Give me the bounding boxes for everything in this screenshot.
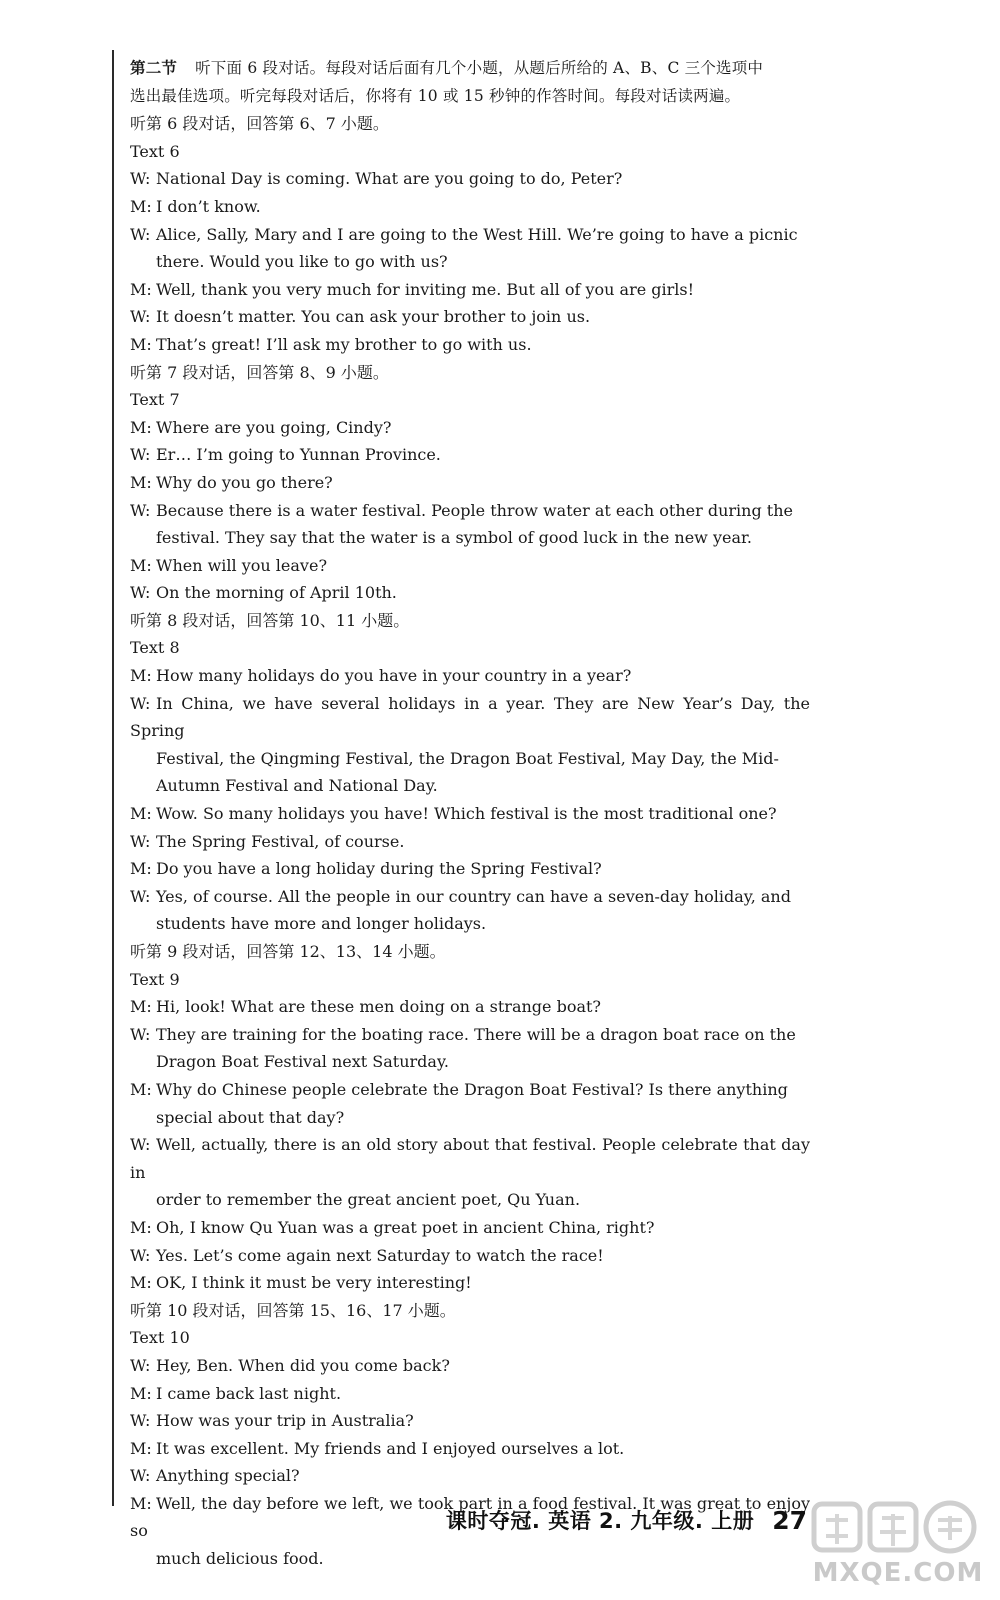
dialogue-line (130, 1435, 810, 1463)
dialogue-text: How was your trip in Australia? (156, 1411, 414, 1431)
dialogue-text: When will you leave? (156, 555, 328, 575)
text-title: Text 8 (130, 638, 180, 658)
speaker-label: M: (130, 859, 152, 879)
dialogue-line-continuation (130, 772, 810, 800)
speaker-label: W: (130, 1411, 151, 1431)
dialogue-text: Well, the day before we left, we took part in a food festival. It was great to enjoy so (130, 1493, 810, 1541)
speaker-label: M: (130, 334, 152, 354)
dialogue-line (130, 1462, 810, 1490)
dialogue-line (130, 690, 810, 745)
dialogue-text: Do you have a long holiday during the Spring Festival? (156, 859, 602, 879)
speaker-label: W: (130, 1466, 151, 1486)
speaker-label: W: (130, 693, 151, 713)
dialogue-text: Oh, I know Qu Yuan was a great poet in ancient China, right? (156, 1217, 655, 1237)
speaker-label: M: (130, 1493, 152, 1513)
dialogue-texts (130, 110, 810, 1572)
dialogue-line (130, 855, 810, 883)
dialogue-line (130, 1269, 810, 1297)
dialogue-text: Why do you go there? (156, 472, 333, 492)
dialogue-text: I came back last night. (156, 1383, 342, 1403)
dialogue-line-continuation (130, 1545, 810, 1573)
dialogue-text: Hi, look! What are these men doing on a strange boat? (156, 997, 602, 1017)
dialogue-text: there. Would you like to go with us? (156, 252, 448, 272)
dialogue-line (130, 883, 810, 911)
dialogue-text: festival. They say that the water is a symbol of good luck in the new year. (156, 528, 752, 548)
dialogue-line-continuation (130, 248, 810, 276)
dialogue-text: much delicious food. (156, 1549, 324, 1569)
speaker-label: W: (130, 1355, 151, 1375)
speaker-label: M: (130, 1079, 152, 1099)
text-title: Text 6 (130, 141, 180, 161)
dialogue-text: Where are you going, Cindy? (156, 417, 392, 437)
dialogue-line-continuation (130, 1186, 810, 1214)
watermark-text: MXQE.COM (812, 1558, 984, 1588)
section-instructions-line-2: 选出最佳选项。听完每段对话后，你将有 10 或 15 秒钟的作答时间。每段对话读两遍。 (130, 86, 741, 105)
dialogue-text: On the morning of April 10th. (156, 583, 397, 603)
dialogue-line (130, 1352, 810, 1380)
speaker-label: M: (130, 417, 152, 437)
dialogue-line-continuation (130, 1104, 810, 1132)
dialogue-line (130, 331, 810, 359)
dialogue-line (130, 1407, 810, 1435)
dialogue-text: Wow. So many holidays you have! Which festival is the most traditional one? (156, 804, 777, 824)
dialogue-text: Yes, of course. All the people in our country can have a seven-day holiday, and (156, 886, 791, 906)
page-body (130, 54, 810, 1573)
dialogue-line (130, 193, 810, 221)
watermark-stamp-icon (808, 1498, 988, 1562)
dialogue-line-continuation (130, 910, 810, 938)
dialogue-line (130, 441, 810, 469)
speaker-label: M: (130, 1273, 152, 1293)
dialogue-text: special about that day? (156, 1107, 345, 1127)
speaker-label: W: (130, 1024, 151, 1044)
dialogue-line (130, 662, 810, 690)
dialogue-text: It doesn’t matter. You can ask your brother to join us. (156, 307, 591, 327)
dialogue-line (130, 165, 810, 193)
speaker-label: M: (130, 666, 152, 686)
speaker-label: W: (130, 886, 151, 906)
dialogue-text: order to remember the great ancient poet, Qu Yuan. (156, 1190, 581, 1210)
dialogue-line (130, 1021, 810, 1049)
dialogue-text: I don’t know. (156, 196, 261, 216)
page-number: 27 (772, 1505, 807, 1535)
book-title: 课时夺冠. 英语 2. 九年级. 上册 (445, 1509, 755, 1533)
speaker-label: M: (130, 555, 152, 575)
section-instructions-line-1: 第二节 听下面 6 段对话。每段对话后面有几个小题，从题后所给的 A、B、C 三个选项中 (130, 58, 764, 77)
dialogue-text: Hey, Ben. When did you come back? (156, 1355, 450, 1375)
margin-rule (112, 50, 114, 1506)
dialogue-text: Autumn Festival and National Day. (156, 776, 438, 796)
dialogue-line (130, 1214, 810, 1242)
speaker-label: W: (130, 224, 151, 244)
dialogue-line-continuation (130, 524, 810, 552)
dialogue-line (130, 1131, 810, 1186)
dialogue-line (130, 1076, 810, 1104)
dialogue-text: Er… I’m going to Yunnan Province. (156, 445, 441, 465)
watermark-logo (808, 1498, 988, 1590)
dialogue-line (130, 1242, 810, 1270)
dialogue-text: National Day is coming. What are you going to do, Peter? (156, 169, 623, 189)
text-title: Text 9 (130, 969, 180, 989)
dialogue-line (130, 221, 810, 249)
dialogue-line (130, 276, 810, 304)
dialogue-text: Alice, Sally, Mary and I are going to the West Hill. We’re going to have a picnic (156, 224, 798, 244)
dialogue-text: It was excellent. My friends and I enjoyed ourselves a lot. (156, 1438, 625, 1458)
dialogue-text: Why do Chinese people celebrate the Dragon Boat Festival? Is there anything (156, 1079, 788, 1099)
dialogue-line (130, 993, 810, 1021)
speaker-label: M: (130, 1217, 152, 1237)
speaker-label: M: (130, 1383, 152, 1403)
speaker-label: W: (130, 500, 151, 520)
dialogue-line (130, 469, 810, 497)
dialogue-line (130, 414, 810, 442)
speaker-label: M: (130, 279, 152, 299)
speaker-label: M: (130, 472, 152, 492)
dialogue-text: Well, actually, there is an old story about that festival. People celebrate that day in (130, 1135, 810, 1182)
listening-prompt: 听第 9 段对话，回答第 12、13、14 小题。 (130, 942, 446, 961)
dialogue-text: Dragon Boat Festival next Saturday. (156, 1052, 449, 1072)
dialogue-text: students have more and longer holidays. (156, 914, 487, 934)
speaker-label: W: (130, 1135, 151, 1155)
speaker-label: M: (130, 196, 152, 216)
text-title: Text 7 (130, 390, 180, 410)
page-footer (412, 1500, 807, 1540)
speaker-label: W: (130, 169, 151, 189)
text-title: Text 10 (130, 1328, 190, 1348)
dialogue-text: Festival, the Qingming Festival, the Dragon Boat Festival, May Day, the Mid- (156, 748, 779, 768)
speaker-label: M: (130, 997, 152, 1017)
dialogue-text: The Spring Festival, of course. (156, 831, 405, 851)
listening-prompt: 听第 10 段对话，回答第 15、16、17 小题。 (130, 1300, 456, 1320)
speaker-label: W: (130, 445, 151, 465)
dialogue-text: OK, I think it must be very interesting! (156, 1273, 472, 1293)
dialogue-line (130, 303, 810, 331)
speaker-label: W: (130, 583, 151, 603)
listening-prompt: 听第 7 段对话，回答第 8、9 小题。 (130, 362, 389, 382)
dialogue-text: How many holidays do you have in your country in a year? (156, 666, 632, 686)
dialogue-text: Because there is a water festival. People throw water at each other during the (156, 500, 793, 520)
section-heading: 第二节 (130, 58, 178, 77)
listening-prompt: 听第 6 段对话，回答第 6、7 小题。 (130, 114, 389, 134)
dialogue-line (130, 497, 810, 525)
dialogue-text: Anything special? (156, 1466, 300, 1486)
dialogue-line (130, 579, 810, 607)
dialogue-line-continuation (130, 1048, 810, 1076)
speaker-label: M: (130, 1438, 152, 1458)
dialogue-line (130, 828, 810, 856)
dialogue-line-continuation (130, 745, 810, 773)
dialogue-text: Well, thank you very much for inviting me. But all of you are girls! (156, 279, 695, 299)
speaker-label: W: (130, 1245, 151, 1265)
dialogue-line (130, 1380, 810, 1408)
dialogue-text: That’s great! I’ll ask my brother to go with us. (156, 334, 532, 354)
dialogue-text: Yes. Let’s come again next Saturday to watch the race! (156, 1245, 604, 1265)
dialogue-line (130, 800, 810, 828)
dialogue-text: In China, we have several holidays in a year. They are New Year’s Day, the Spring (130, 693, 810, 741)
speaker-label: W: (130, 307, 151, 327)
dialogue-line (130, 552, 810, 580)
speaker-label: M: (130, 804, 152, 824)
speaker-label: W: (130, 831, 151, 851)
listening-prompt: 听第 8 段对话，回答第 10、11 小题。 (130, 610, 410, 630)
dialogue-text: They are training for the boating race. There will be a dragon boat race on the (156, 1024, 796, 1044)
